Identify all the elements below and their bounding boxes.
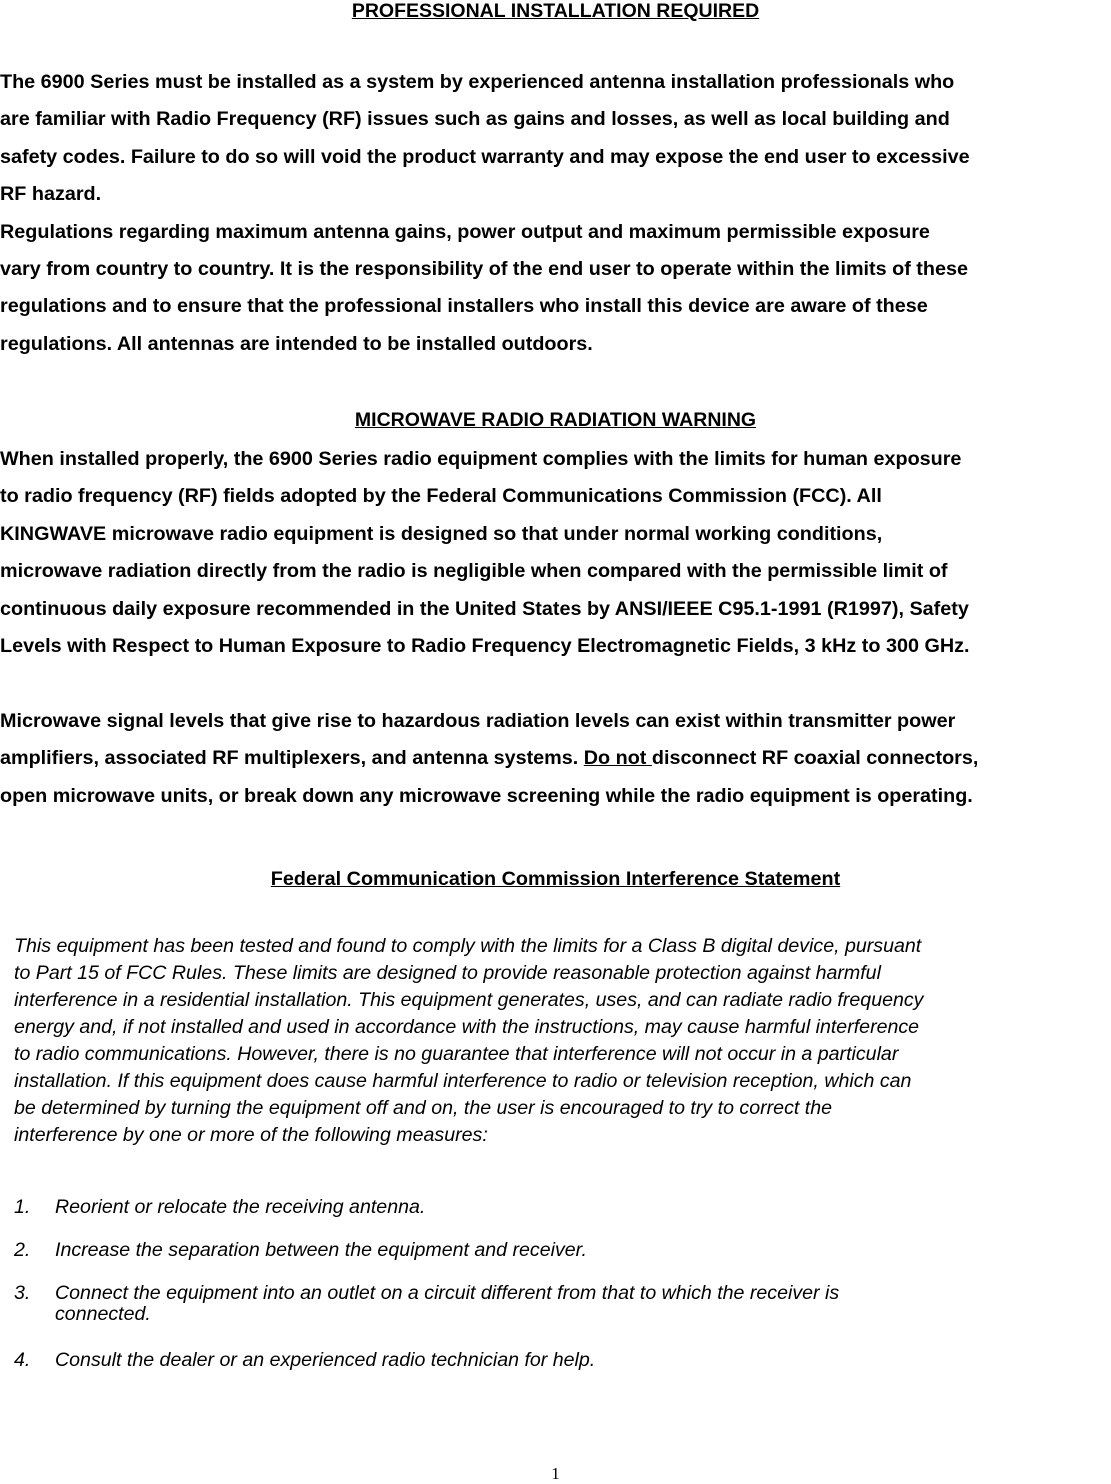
paragraph-line: Levels with Respect to Human Exposure to Radio Frequency Electromagnetic Fields, 3 kHz to 300 GHz. (0, 634, 970, 657)
measure-text (55, 1281, 1085, 1326)
paragraph-line: RF hazard. (0, 183, 102, 206)
paragraph-line: regulations. All antennas are intended to be installed outdoors. (0, 332, 593, 355)
measure-text (55, 1195, 1085, 1219)
paragraph-line: Regulations regarding maximum antenna gains, power output and maximum permissible exposure (0, 220, 930, 243)
paragraph-line: to radio communications. However, there is no guarantee that interference will not occur in a particular (14, 1043, 899, 1065)
installation-heading: PROFESSIONAL INSTALLATION REQUIRED (351, 0, 760, 22)
measure-number: 1. (14, 1196, 31, 1218)
measure-line: connected. (55, 1303, 151, 1325)
paragraph-line: This equipment has been tested and found to comply with the limits for a Class B digital device, pursuant (14, 935, 922, 957)
paragraph-line: open microwave units, or break down any microwave screening while the radio equipment is operating. (0, 784, 973, 807)
paragraph-line: interference in a residential installation. This equipment generates, uses, and can radiate radio frequency (14, 989, 924, 1011)
paragraph-line: installation. If this equipment does cause harmful interference to radio or television reception, which can (14, 1070, 912, 1092)
paragraph-line: When installed properly, the 6900 Series radio equipment complies with the limits for human exposure (0, 448, 962, 470)
paragraph-line (0, 740, 1111, 777)
paragraph-line: are familiar with Radio Frequency (RF) issues such as gains and losses, as well as local building and (0, 108, 950, 131)
paragraph-line: microwave radiation directly from the radio is negligible when compared with the permissible limit of (0, 560, 948, 583)
paragraph-line: KINGWAVE microwave radio equipment is designed so that under normal working conditions, (0, 522, 883, 545)
measure-line: Increase the separation between the equipment and receiver. (55, 1239, 587, 1261)
measure-number: 4. (14, 1349, 31, 1371)
fcc-statement-paragraph (14, 933, 1104, 1149)
radiation-warning-heading: MICROWAVE RADIO RADIATION WARNING (354, 409, 757, 431)
paragraph-line: to radio frequency (RF) fields adopted by the Federal Communications Commission (FCC). All (0, 485, 882, 508)
paragraph-line: safety codes. Failure to do so will void the product warranty and may expose the end user to excessive (0, 145, 970, 168)
page-number: 1 (551, 1464, 560, 1483)
paragraph-line: to Part 15 of FCC Rules. These limits are designed to provide reasonable protection against harmful (14, 962, 881, 984)
measure-number: 3. (14, 1282, 31, 1304)
fcc-statement-heading: Federal Communication Commission Interference Statement (270, 868, 841, 890)
radiation-compliance-paragraph (0, 441, 1111, 665)
paragraph-line: The 6900 Series must be installed as a system by experienced antenna installation professionals who (0, 71, 955, 93)
hazard-text-after: disconnect RF coaxial connectors, (651, 747, 979, 770)
paragraph-line: be determined by turning the equipment off and on, the user is encouraged to try to correct the (14, 1097, 832, 1119)
measure-line: Reorient or relocate the receiving antenna. (55, 1196, 426, 1218)
installation-paragraph (0, 64, 1111, 363)
measure-number: 2. (14, 1239, 31, 1261)
paragraph-line: continuous daily exposure recommended in the United States by ANSI/IEEE C95.1-1991 (R1997), Safety (0, 597, 969, 620)
paragraph-line: Microwave signal levels that give rise to hazardous radiation levels can exist within transmitter power (0, 710, 956, 732)
measure-text (55, 1238, 1085, 1262)
paragraph-line: vary from country to country. It is the responsibility of the end user to operate within the limits of these (0, 257, 968, 280)
do-not-emphasis: Do not (583, 747, 652, 770)
measure-line: Connect the equipment into an outlet on a circuit different from that to which the receiver is (55, 1282, 840, 1304)
measure-text (55, 1348, 1085, 1372)
hazard-text-before: amplifiers, associated RF multiplexers, and antenna systems. (0, 747, 584, 770)
measure-line: Consult the dealer or an experienced radio technician for help. (55, 1349, 596, 1371)
paragraph-line: regulations and to ensure that the professional installers who install this device are aware of these (0, 295, 928, 318)
paragraph-line: energy and, if not installed and used in accordance with the instructions, may cause harmful interference (14, 1016, 920, 1038)
paragraph-line: interference by one or more of the following measures: (14, 1124, 488, 1146)
radiation-hazard-paragraph (0, 703, 1111, 815)
